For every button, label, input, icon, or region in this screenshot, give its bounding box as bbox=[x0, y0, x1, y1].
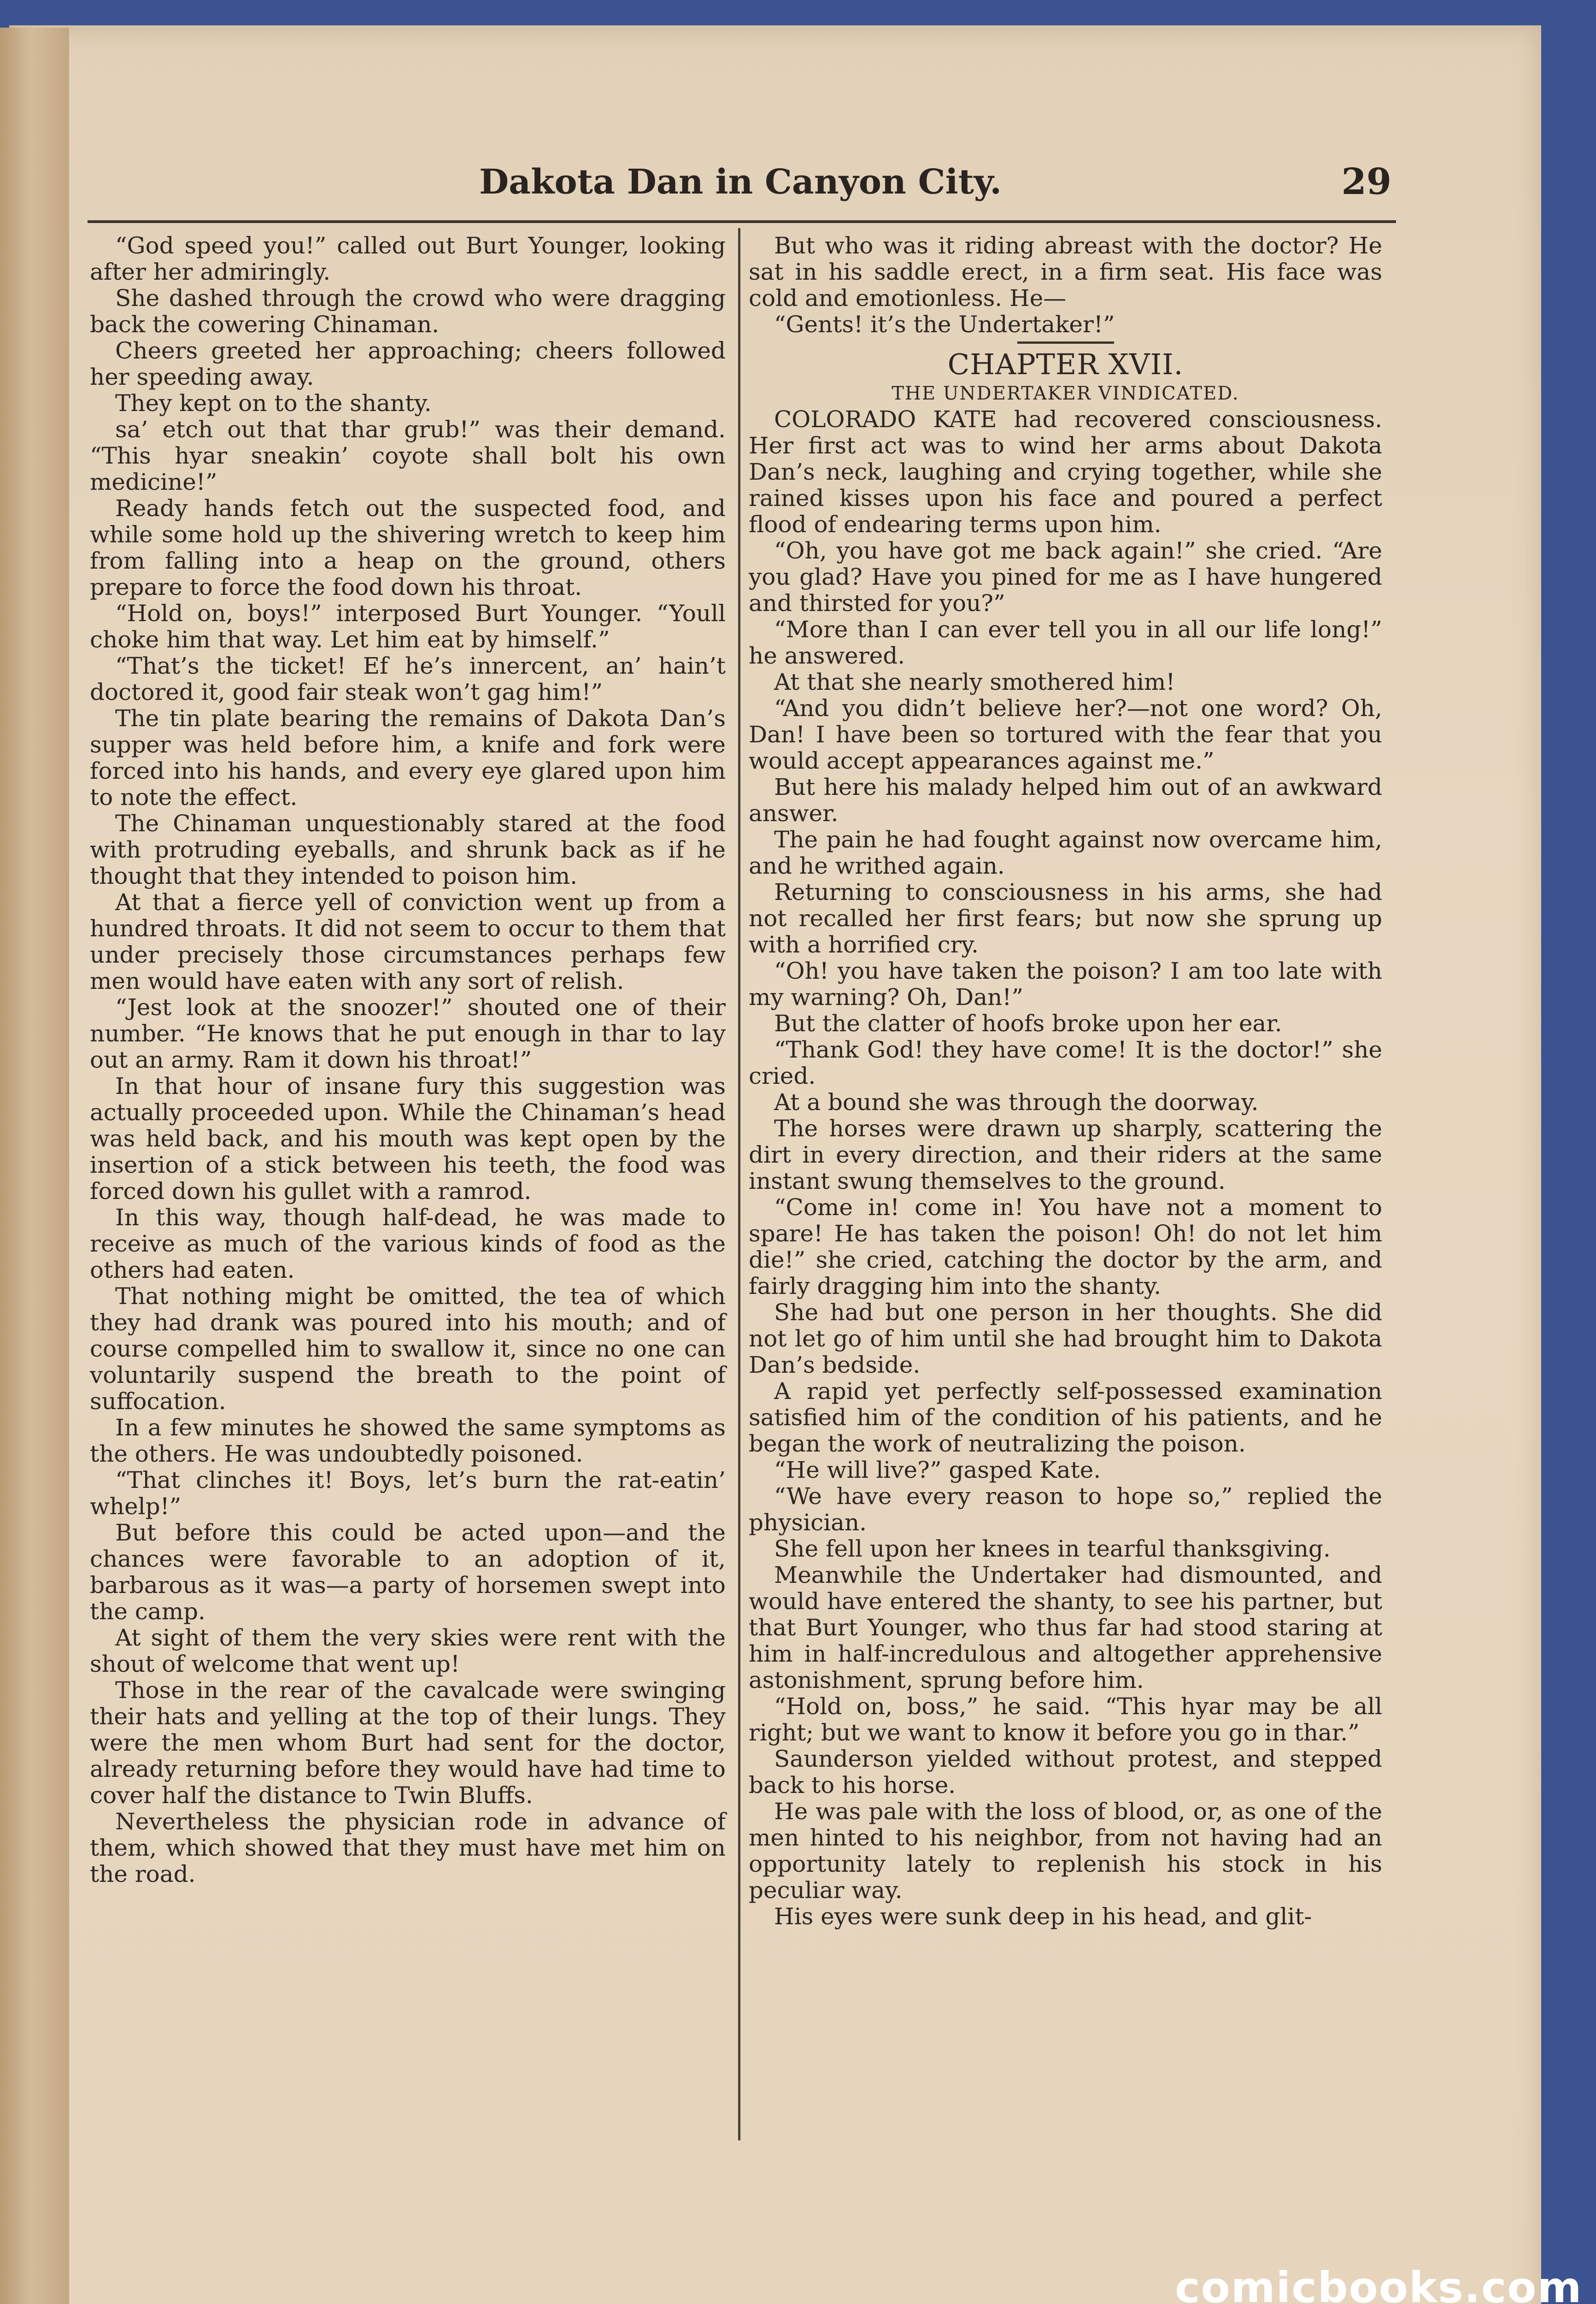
paragraph: Meanwhile the Undertaker had dismounted, and would have entered the shanty, to see his partner, but that Burt Younger, who thus far had stood staring at him in half-incredulous and altogether apprehensive astonishment, sprung before him. bbox=[749, 1562, 1382, 1693]
paragraph: At that she nearly smothered him! bbox=[774, 669, 1175, 695]
paragraph: “God speed you!” called out Burt Younger, looking after her admiringly. bbox=[90, 232, 726, 285]
paragraph: But here his malady helped him out of an awkward answer. bbox=[749, 774, 1382, 827]
paragraph: Those in the rear of the cavalcade were swinging their hats and yelling at the top of their lungs. They were the men whom Burt had sent for the doctor, already returning before they would have had time to cover half the distance to Twin Bluffs. bbox=[90, 1677, 726, 1809]
chapter-title: THE UNDERTAKER VINDICATED. bbox=[892, 383, 1239, 404]
paragraph: “He will live?” gasped Kate. bbox=[774, 1457, 1101, 1483]
header-rule bbox=[88, 220, 1396, 223]
paragraph: Cheers greeted her approaching; cheers followed her speeding away. bbox=[90, 337, 726, 390]
paragraph: “Oh! you have taken the poison? I am too late with my warning? Oh, Dan!” bbox=[749, 958, 1382, 1011]
paragraph: In that hour of insane fury this suggestion was actually proceeded upon. While the Chinaman’s head was held back, and his mouth was kept open by the insertion of a stick between his teeth, the food was forced down his gullet with a ramrod. bbox=[90, 1073, 726, 1205]
paragraph: COLORADO KATE had recovered consciousness. Her first act was to wind her arms about Dakota Dan’s neck, laughing and crying together, while she rained kisses upon his face and poured a perfect flood of endearing terms upon him. bbox=[749, 406, 1382, 538]
paragraph: His eyes were sunk deep in his head, and glit- bbox=[774, 1903, 1312, 1930]
paragraph: “Jest look at the snoozer!” shouted one of their number. “He knows that he put enough in thar to lay out an army. Ram it down his throat!” bbox=[90, 994, 726, 1073]
paragraph: At sight of them the very skies were rent with the shout of welcome that went up! bbox=[90, 1624, 726, 1677]
paragraph: “Thank God! they have come! It is the doctor!” she cried. bbox=[749, 1036, 1382, 1089]
paragraph: Returning to consciousness in his arms, she had not recalled her first fears; but now she sprung up with a horrified cry. bbox=[749, 879, 1382, 958]
paragraph: She dashed through the crowd who were dragging back the cowering Chinaman. bbox=[90, 285, 726, 338]
paragraph: Ready hands fetch out the suspected food, and while some hold up the shivering wretch to keep him from falling into a heap on the ground, others prepare to force the food down his throat. bbox=[90, 495, 726, 600]
paragraph: In this way, though half-dead, he was made to receive as much of the various kinds of food as the others had eaten. bbox=[90, 1204, 726, 1283]
paragraph: “Come in! come in! You have not a moment to spare! He has taken the poison! Oh! do not let him die!” she cried, catching the doctor by the arm, and fairly dragging him into the shanty. bbox=[749, 1194, 1382, 1299]
page-number: 29 bbox=[1341, 161, 1391, 203]
paragraph: “Hold on, boss,” he said. “This hyar may be all right; but we want to know it before you go in thar.” bbox=[749, 1693, 1382, 1746]
paragraph: She had but one person in her thoughts. She did not let go of him until she had brought him to Dakota Dan’s bedside. bbox=[749, 1299, 1382, 1378]
paragraph: But the clatter of hoofs broke upon her ear. bbox=[774, 1010, 1282, 1037]
page-header bbox=[0, 147, 1596, 226]
paragraph: “And you didn’t believe her?—not one word? Oh, Dan! I have been so tortured with the fear that you would accept appearances against me.” bbox=[749, 695, 1382, 774]
paragraph: The tin plate bearing the remains of Dakota Dan’s supper was held before him, a knife and fork were forced into his hands, and every eye glared upon him to note the effect. bbox=[90, 705, 726, 811]
paragraph: But before this could be acted upon—and the chances were favorable to an adoption of it, barbarous as it was—a party of horsemen swept into the camp. bbox=[90, 1519, 726, 1625]
watermark: comicbooks.com bbox=[1175, 2263, 1583, 2304]
paragraph: “More than I can ever tell you in all our life long!” he answered. bbox=[749, 616, 1382, 669]
paragraph: sa’ etch out that thar grub!” was their demand. “This hyar sneakin’ coyote shall bolt his own medicine!” bbox=[90, 416, 726, 495]
paragraph: “Hold on, boys!” interposed Burt Younger. “Youll choke him that way. Let him eat by himself.” bbox=[90, 600, 726, 653]
chapter-rule bbox=[1017, 341, 1114, 344]
paragraph: “That clinches it! Boys, let’s burn the rat-eatin’ whelp!” bbox=[90, 1467, 726, 1520]
paragraph: “Oh, you have got me back again!” she cried. “Are you glad? Have you pined for me as I have hungered and thirsted for you?” bbox=[749, 537, 1382, 617]
paragraph: “Gents! it’s the Undertaker!” bbox=[774, 311, 1115, 338]
chapter-heading: CHAPTER XVII. bbox=[947, 347, 1184, 381]
left-column bbox=[90, 233, 726, 1887]
paragraph: In a few minutes he showed the same symptoms as the others. He was undoubtedly poisoned. bbox=[90, 1414, 726, 1467]
paragraph: The pain he had fought against now overcame him, and he writhed again. bbox=[749, 826, 1382, 879]
paragraph: Saunderson yielded without protest, and stepped back to his horse. bbox=[749, 1746, 1382, 1799]
column-divider bbox=[738, 228, 740, 2140]
paragraph: Nevertheless the physician rode in advance of them, which showed that they must have met him on the road. bbox=[90, 1808, 726, 1887]
paragraph: That nothing might be omitted, the tea of which they had drank was poured into his mouth; and of course compelled him to swallow it, since no one can voluntarily suspend the breath to the point of suffocation. bbox=[90, 1283, 726, 1415]
paragraph: At a bound she was through the doorway. bbox=[774, 1089, 1259, 1116]
paragraph: The Chinaman unquestionably stared at the food with protruding eyeballs, and shrunk back as if he thought that they intended to poison him. bbox=[90, 810, 726, 889]
right-column bbox=[749, 233, 1382, 1930]
paragraph: She fell upon her knees in tearful thanksgiving. bbox=[774, 1535, 1331, 1562]
running-title: Dakota Dan in Canyon City. bbox=[479, 162, 1002, 202]
paragraph: They kept on to the shanty. bbox=[115, 390, 432, 417]
paragraph: A rapid yet perfectly self-possessed examination satisfied him of the condition of his patients, and he began the work of neutralizing the poison. bbox=[749, 1378, 1382, 1457]
paragraph: At that a fierce yell of conviction went up from a hundred throats. It did not seem to occur to them that under precisely those circumstances perhaps few men would have eaten with any sort of relish. bbox=[90, 889, 726, 994]
binding-spine bbox=[0, 28, 69, 2304]
paragraph: “We have every reason to hope so,” replied the physician. bbox=[749, 1483, 1382, 1536]
paragraph: He was pale with the loss of blood, or, as one of the men hinted to his neighbor, from not having had an opportunity lately to replenish his stock in his peculiar way. bbox=[749, 1798, 1382, 1904]
paragraph: But who was it riding abreast with the doctor? He sat in his saddle erect, in a firm seat. His face was cold and emotionless. He— bbox=[749, 232, 1382, 312]
paragraph: The horses were drawn up sharply, scattering the dirt in every direction, and their riders at the same instant swung themselves to the ground. bbox=[749, 1115, 1382, 1194]
paragraph: “That’s the ticket! Ef he’s innercent, an’ hain’t doctored it, good fair steak won’t gag him!” bbox=[90, 652, 726, 705]
